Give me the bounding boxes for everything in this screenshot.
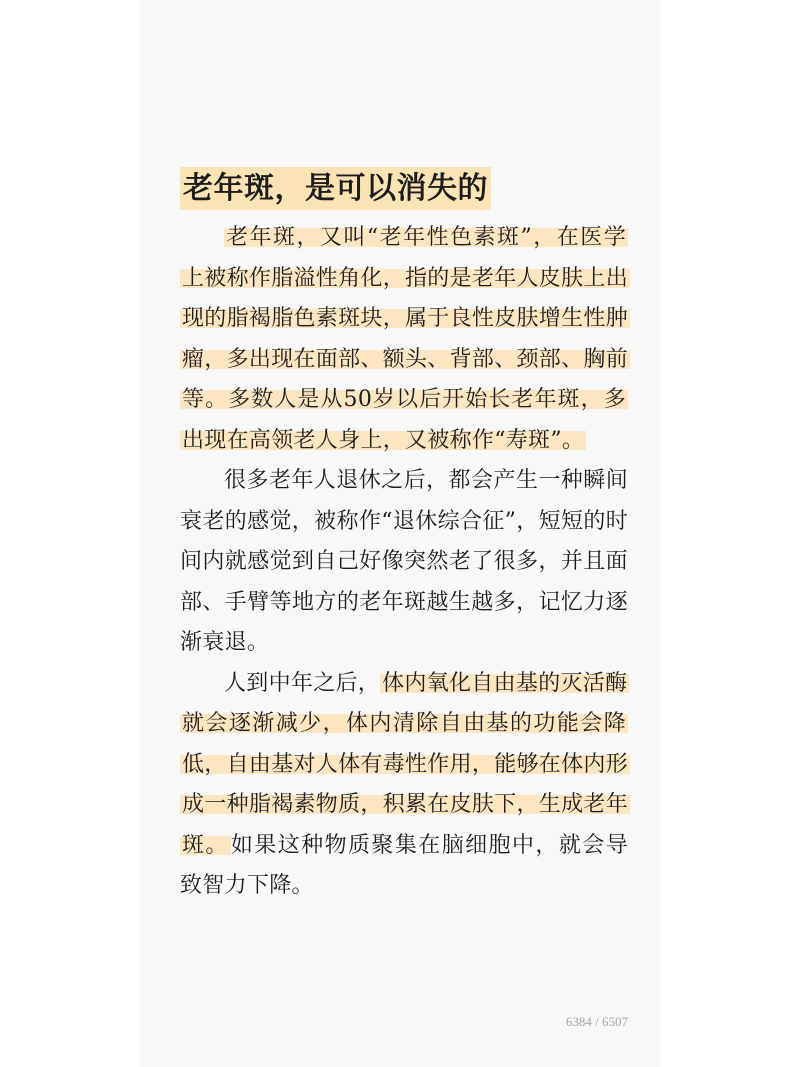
article-content [180,160,628,907]
paragraph-1-highlight: 老年斑，又叫“老年性色素斑”，在医学上被称作脂溢性角化，指的是老年人皮肤上出现的脂褐脂色素斑块，属于良性皮肤增生性肿瘤，多出现在面部、额头、背部、颈部、胸前等。多数人是从50岁以后开始长老年斑，多出现在高领老人身上，又被称作“寿斑”。 [182,225,629,453]
paragraph-2: 很多老年人退休之后，都会产生一种瞬间衰老的感觉，被称作“退休综合征”，短短的时间内就感觉到自己好像突然老了很多，并且面部、手臂等地方的老年斑越生越多，记忆力逐渐衰退。 [180,468,628,655]
paragraph-3-highlight: 体内氧化自由基的灭活酶就会逐渐减少，体内清除自由基的功能会降低，自由基对人体有毒性作用，能够在体内形成一种脂褐素物质，积累在皮肤下，生成老年斑。 [182,670,629,858]
paragraph-3-lead: 人到中年之后， [224,670,381,696]
page-indicator: 6384 / 6507 [565,1014,628,1029]
paragraph-3 [180,664,628,907]
article-title [180,160,628,218]
title-highlight: 老年斑，是可以消失的 [180,167,491,210]
paragraph-3-tail: 如果这种物质聚集在脑细胞中，就会导致智力下降。 [180,832,628,898]
paragraph-1 [180,218,628,461]
reader-page [140,0,660,1067]
